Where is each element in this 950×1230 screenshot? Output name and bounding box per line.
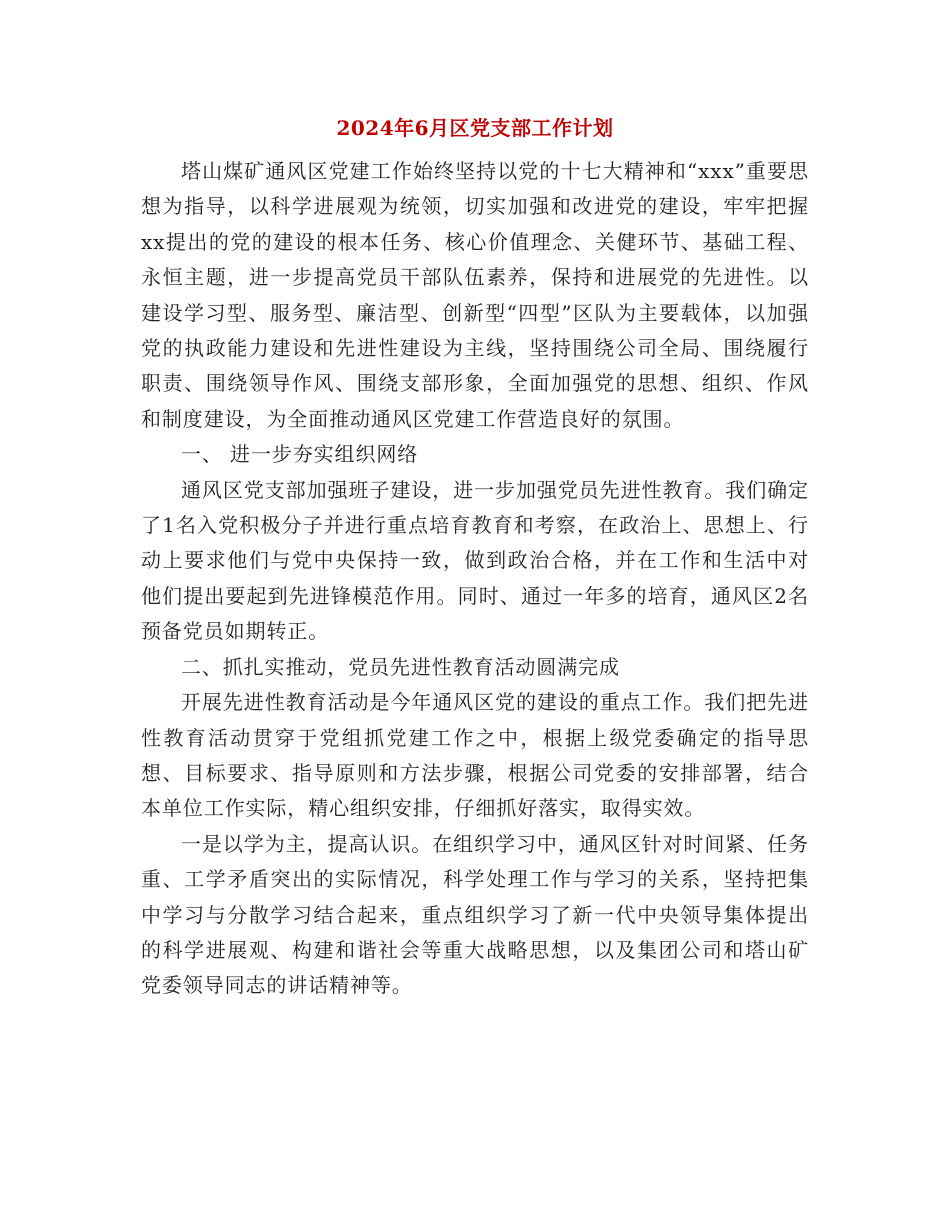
section-heading-1: 一、 进一步夯实组织网络 <box>181 442 419 467</box>
paragraph-section-1: 通风区党支部加强班子建设，进一步加强党员先进性教育。我们确定了1名入党积极分子并进行重点培育教育和考察，在政治上、思想上、行动上要求他们与党中央保持一致，做到政治合格，并在工作和生活中对他们提出要起到先进锋模范作用。同时、通过一年多的培育，通风区2名预备党员如期转正。 <box>141 477 809 644</box>
paragraph-intro: 塔山煤矿通风区党建工作始终坚持以党的十七大精神和“xxx”重要思想为指导，以科学进展观为统领，切实加强和改进党的建设，牢牢把握xx提出的党的建设的根本任务、核心价值理念、关健环节、基础工程、永恒主题，进一步提高党员干部队伍素养，保持和进展党的先进性。以建设学习型、服务型、廉洁型、创新型“四型”区队为主要载体，以加强党的执政能力建设和先进性建设为主线，坚持围绕公司全局、围绕履行职责、围绕领导作风、围绕支部形象，全面加强党的思想、组织、作风和制度建设，为全面推动通风区党建工作营造良好的氛围。 <box>141 159 809 431</box>
document-body <box>141 154 809 1004</box>
paragraph-learning: 一是以学为主，提高认识。在组织学习中，通风区针对时间紧、任务重、工学矛盾突出的实际情况，科学处理工作与学习的关系，坚持把集中学习与分散学习结合起来，重点组织学习了新一代中央领导集体提出的科学进展观、构建和谐社会等重大战略思想，以及集团公司和塔山矿党委领导同志的讲话精神等。 <box>141 831 809 998</box>
document-title: 2024年6月区党支部工作计划 <box>336 116 614 140</box>
section-heading-2: 二、抓扎实推动，党员先进性教育活动圆满完成 <box>181 654 620 679</box>
paragraph-section-2: 开展先进性教育活动是今年通风区党的建设的重点工作。我们把先进性教育活动贯穿于党组抓党建工作之中，根据上级党委确定的指导思想、目标要求、指导原则和方法步骤，根据公司党委的安排部署，结合本单位工作实际，精心组织安排，仔细抓好落实，取得实效。 <box>141 690 809 821</box>
